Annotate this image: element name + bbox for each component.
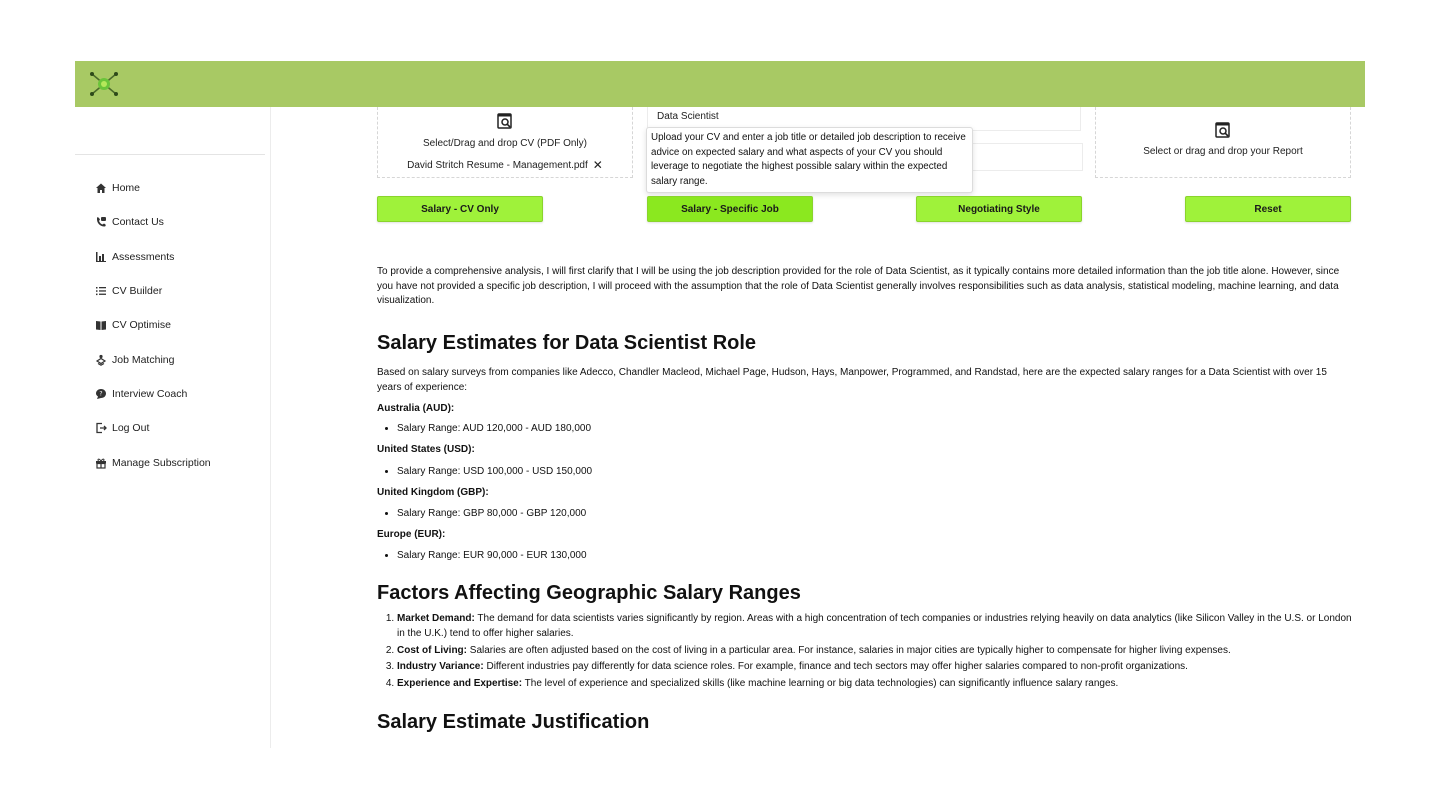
selected-file-name: David Stritch Resume - Management.pdf [407, 160, 588, 171]
list-item: • Salary Range: USD 100,000 - USD 150,000 [397, 465, 1352, 480]
list-item [397, 677, 1352, 692]
analysis-result [377, 265, 1352, 734]
factor-term: Market Demand: [397, 613, 475, 625]
gift-icon [95, 457, 107, 469]
sidebar-item-log-out[interactable] [95, 411, 211, 445]
factors-list [377, 612, 1352, 692]
remove-file-icon[interactable]: ✕ [592, 158, 603, 172]
region-list [377, 422, 1352, 437]
sidebar [75, 107, 271, 748]
salary-cv-only-button[interactable]: Salary - CV Only [377, 196, 543, 222]
sidebar-item-contact-us[interactable] [95, 205, 211, 239]
region-heading: United States (USD): [377, 443, 475, 455]
list-item [397, 644, 1352, 659]
top-bar [75, 61, 1365, 107]
selected-file [378, 158, 632, 172]
logout-icon [95, 422, 107, 434]
sidebar-item-assessments[interactable] [95, 240, 211, 274]
sidebar-item-label: Job Matching [112, 353, 175, 366]
factor-term: Cost of Living: [397, 644, 467, 656]
contact-icon [95, 216, 107, 228]
factor-text: Different industries pay differently for data science roles. For example, finance and tech sectors may offer higher salaries compared to non-profit organizations. [486, 661, 1188, 673]
chat-icon [95, 388, 107, 400]
cv-dropzone-label: Select/Drag and drop CV (PDF Only) [423, 138, 587, 149]
sidebar-item-job-matching[interactable] [95, 342, 211, 376]
svg-text:?: ? [99, 390, 103, 398]
sidebar-item-label: Home [112, 182, 141, 195]
report-dropzone-label: Select or drag and drop your Report [1143, 146, 1303, 157]
heading-justification: Salary Estimate Justification [377, 710, 650, 733]
list-icon [95, 285, 107, 297]
book-icon [95, 319, 107, 331]
region-heading: Europe (EUR): [377, 528, 446, 540]
region-heading: United Kingdom (GBP): [377, 487, 489, 499]
factor-term: Industry Variance: [397, 661, 484, 673]
bar-chart-icon [95, 251, 107, 263]
sidebar-item-manage-subscription[interactable] [95, 445, 211, 479]
sidebar-item-home[interactable] [95, 171, 211, 205]
sidebar-item-interview-coach[interactable] [95, 377, 211, 411]
factor-text: The level of experience and specialized skills (like machine learning or big data technologies) can significantly influence salary ranges. [524, 677, 1119, 689]
file-search-icon [1214, 121, 1232, 139]
list-item [397, 660, 1352, 675]
home-icon [95, 182, 107, 194]
region-heading: Australia (AUD): [377, 402, 455, 414]
heading-factors: Factors Affecting Geographic Salary Ranges [377, 582, 801, 605]
sidebar-item-label: Manage Subscription [112, 456, 211, 469]
sidebar-item-cv-optimise[interactable] [95, 308, 211, 342]
sidebar-item-label: Assessments [112, 250, 175, 263]
job-description-input[interactable] [971, 143, 1083, 171]
job-title-input[interactable]: Data Scientist [647, 107, 1081, 131]
region-list [377, 465, 1352, 480]
intro-paragraph: To provide a comprehensive analysis, I will first clarify that I will be using the job description provided for the role of Data Scientist, as it typically contains more detailed information than the job title alone. However, since you have not provided a specific job description, I will proceed with the assumption that the role of Data Scientist generally involves responsibilities such as data analysis, statistical modeling, machine learning, and data visualization. [377, 266, 1340, 307]
cv-dropzone[interactable] [377, 107, 633, 178]
sidebar-item-label: CV Optimise [112, 319, 171, 332]
estimates-intro: Based on salary surveys from companies like Adecco, Chandler Macleod, Michael Page, Hudson, Hays, Manpower, Programmed, and Randstad, here are the expected salary ranges for a Data Scientist with over 15 years of experience: [377, 367, 1327, 393]
sidebar-item-label: Interview Coach [112, 387, 188, 400]
sidebar-item-label: Contact Us [112, 216, 164, 229]
sidebar-divider [75, 154, 265, 155]
heading-salary-estimates: Salary Estimates for Data Scientist Role [377, 332, 757, 355]
region-list [377, 549, 1352, 564]
app-window [75, 61, 1365, 748]
list-item: • Salary Range: EUR 90,000 - EUR 130,000 [397, 549, 1352, 564]
factor-text: Salaries are often adjusted based on the cost of living in a particular area. For instance, salaries in major cities are typically higher to compensate for higher living expenses. [469, 644, 1231, 656]
sidebar-item-cv-builder[interactable] [95, 274, 211, 308]
logo-icon[interactable] [89, 71, 119, 97]
main-content [271, 107, 1365, 748]
sidebar-item-label: CV Builder [112, 285, 163, 298]
negotiating-style-button[interactable]: Negotiating Style [916, 196, 1082, 222]
file-search-icon [496, 112, 514, 130]
match-icon [95, 354, 107, 366]
sidebar-nav [95, 171, 211, 480]
sidebar-item-label: Log Out [112, 422, 150, 435]
region-list [377, 507, 1352, 522]
factor-text: The demand for data scientists varies significantly by region. Areas with a high concentration of tech companies or industries relying heavily on data analytics (like Silicon Valley in the U.S. or London in the U.K.) tend to offer higher salaries. [397, 613, 1352, 639]
list-item: • Salary Range: AUD 120,000 - AUD 180,000 [397, 422, 1352, 437]
list-item [397, 612, 1352, 641]
factor-term: Experience and Expertise: [397, 677, 523, 689]
list-item: • Salary Range: GBP 80,000 - GBP 120,000 [397, 507, 1352, 522]
salary-specific-job-button[interactable]: Salary - Specific Job [647, 196, 813, 222]
report-dropzone[interactable] [1095, 107, 1351, 178]
reset-button[interactable]: Reset [1185, 196, 1351, 222]
help-tooltip: Upload your CV and enter a job title or detailed job description to receive advice on expected salary and what aspects of your CV you should leverage to negotiate the highest possible salary within the expected salary range. [646, 127, 973, 193]
